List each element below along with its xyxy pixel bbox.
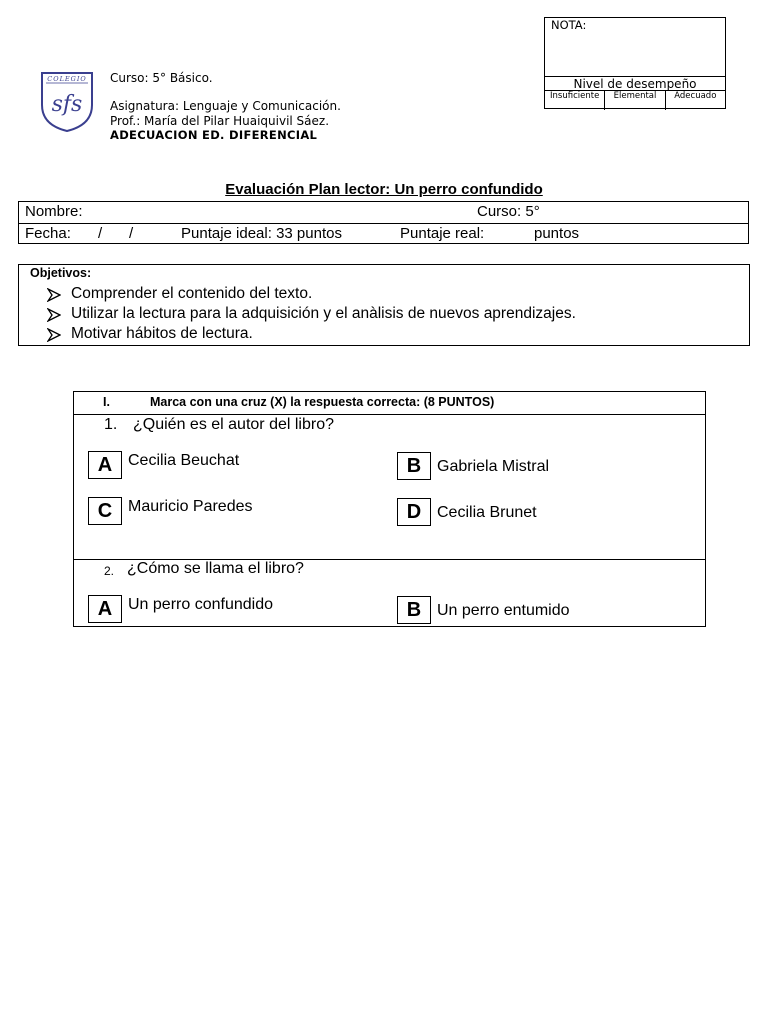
question-number: 1. xyxy=(104,416,118,433)
grade-box xyxy=(544,17,726,109)
option-letter-box[interactable]: A xyxy=(88,595,122,623)
arrow-bullet-icon xyxy=(47,288,61,302)
section-header xyxy=(74,392,705,415)
questions-box xyxy=(73,391,706,627)
info-row-nombre xyxy=(19,202,748,224)
level-adecuado: Adecuado xyxy=(665,91,725,110)
option-text: Cecilia Beuchat xyxy=(128,452,240,469)
arrow-bullet-icon xyxy=(47,328,61,342)
logo-initials: sfs xyxy=(51,92,83,117)
option-text: Cecilia Brunet xyxy=(437,504,537,521)
student-info-table xyxy=(18,201,749,244)
objetivos-title: Objetivos: xyxy=(30,266,92,280)
header-adecuacion: ADECUACION ED. DIFERENCIAL xyxy=(110,128,318,142)
question-number: 2. xyxy=(104,564,115,578)
objetivos-box xyxy=(18,264,750,346)
info-row-fecha xyxy=(19,223,748,243)
option-text: Un perro confundido xyxy=(128,596,273,613)
arrow-bullet-icon xyxy=(47,308,61,322)
objetivo-text: Utilizar la lectura para la adquisición y el anàlisis de nuevos aprendizajes. xyxy=(71,305,576,322)
objetivo-item xyxy=(49,305,739,325)
objetivo-item xyxy=(49,285,739,305)
section-instruction: Marca con una cruz (X) la respuesta correcta: (8 PUNTOS) xyxy=(150,395,495,409)
nota-label: NOTA: xyxy=(551,18,587,32)
page-title: Evaluación Plan lector: Un perro confundido xyxy=(225,181,543,198)
school-logo xyxy=(40,71,94,133)
logo-text: COLEGIO xyxy=(47,75,87,83)
level-elemental: Elemental xyxy=(604,91,664,110)
header-asignatura: Asignatura: Lenguaje y Comunicación. xyxy=(110,99,341,113)
level-insuficiente: Insuficiente xyxy=(550,91,600,101)
question-text: ¿Cómo se llama el libro? xyxy=(127,560,304,577)
option-letter-box[interactable]: D xyxy=(397,498,431,526)
section-number: I. xyxy=(103,395,110,409)
option-letter-box[interactable]: A xyxy=(88,451,122,479)
option-letter-box[interactable]: B xyxy=(397,452,431,480)
puntaje-ideal: Puntaje ideal: 33 puntos xyxy=(181,225,342,242)
puntaje-real-label: Puntaje real: xyxy=(400,225,485,242)
option-text: Gabriela Mistral xyxy=(437,458,550,475)
fecha-slash-2: / xyxy=(129,225,134,242)
nivel-desempeno-label: Nivel de desempeño xyxy=(545,76,725,91)
option-letter-box[interactable]: C xyxy=(88,497,122,525)
puntos-label: puntos xyxy=(534,225,580,242)
curso-label: Curso: 5° xyxy=(477,203,540,220)
question-text: ¿Quién es el autor del libro? xyxy=(133,416,334,433)
objetivo-item xyxy=(49,325,739,345)
option-text: Un perro entumido xyxy=(437,602,570,619)
option-text: Mauricio Paredes xyxy=(128,498,253,515)
fecha-slash-1: / xyxy=(98,225,103,242)
option-letter-box[interactable]: B xyxy=(397,596,431,624)
header-curso: Curso: 5° Básico. xyxy=(110,71,213,85)
nivel-levels xyxy=(545,90,725,110)
objetivo-text: Motivar hábitos de lectura. xyxy=(71,325,253,342)
header-profesor: Prof.: María del Pilar Huaiquivil Sáez. xyxy=(110,114,330,128)
objetivo-text: Comprender el contenido del texto. xyxy=(71,285,313,302)
nombre-label: Nombre: xyxy=(25,203,83,220)
fecha-label: Fecha: xyxy=(25,225,71,242)
